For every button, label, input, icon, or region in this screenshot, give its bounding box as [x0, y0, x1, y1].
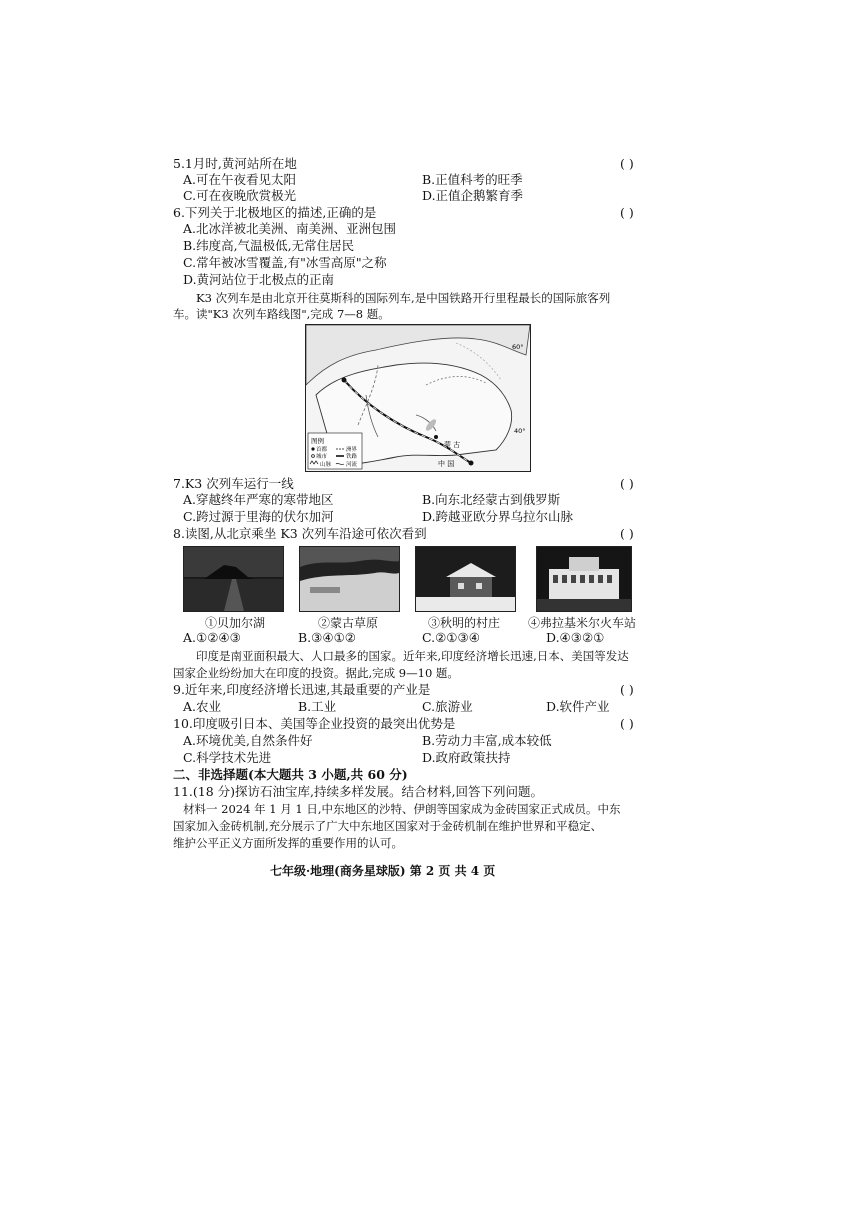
- q7-answer-paren: ( ): [620, 476, 634, 491]
- beijing-marker: [469, 461, 474, 466]
- map-lat-60: 60°: [512, 343, 524, 351]
- legend-title: 图例: [311, 437, 324, 445]
- page-footer: 七年级·地理(商务星球版) 第 2 页 共 4 页: [270, 864, 496, 878]
- q5-option-c: C.可在夜晚欣赏极光: [183, 188, 297, 203]
- photo-caption-1: ①贝加尔湖: [205, 616, 266, 630]
- moscow-marker: [342, 378, 347, 383]
- q9-option-b: B.工业: [298, 699, 337, 714]
- photo-caption-2: ②蒙古草原: [318, 616, 379, 630]
- q9-option-a: A.农业: [183, 699, 222, 714]
- q7-option-d: D.跨越亚欧分界乌拉尔山脉: [422, 509, 574, 524]
- section2-heading: 二、非选择题(本大题共 3 小题,共 60 分): [173, 767, 408, 782]
- legend-capital-label: 首都: [316, 447, 328, 453]
- q10-option-b: B.劳动力丰富,成本较低: [422, 733, 552, 748]
- q6-stem: 6.下列关于北极地区的描述,正确的是: [173, 205, 377, 220]
- q11-material1-line1: 材料一 2024 年 1 月 1 日,中东地区的沙特、伊朗等国家成为金砖国家正式成员。中东: [183, 802, 621, 816]
- legend-boundary-label: 洲界: [346, 447, 358, 453]
- q11-stem: 11.(18 分)探访石油宝库,持续多样发展。结合材料,回答下列问题。: [173, 784, 543, 799]
- k3-intro-line1: K3 次列车是由北京开往莫斯科的国际列车,是中国铁路开行里程最长的国际旅客列: [196, 291, 611, 305]
- q7-option-b: B.向东北经蒙古到俄罗斯: [422, 492, 561, 507]
- q5-answer-paren: ( ): [620, 156, 634, 171]
- map-label-mongolia: 蒙 古: [444, 441, 461, 449]
- map-label-china: 中 国: [438, 460, 455, 468]
- photo-vladimir-station: [536, 546, 632, 612]
- k3-route-map: [305, 324, 531, 472]
- india-intro-line2: 国家企业纷纷加大在印度的投资。据此,完成 9—10 题。: [173, 666, 459, 680]
- photo-mongolia-grassland: [299, 546, 400, 612]
- photo-lake-baikal: [183, 546, 284, 612]
- photo-tyumen-village: [415, 546, 516, 612]
- q9-option-d: D.软件产业: [546, 699, 610, 714]
- q6-option-c: C.常年被冰雪覆盖,有"冰雪高原"之称: [183, 255, 387, 270]
- india-intro-line1: 印度是南亚面积最大、人口最多的国家。近年来,印度经济增长迅速,日本、美国等发达: [196, 649, 629, 663]
- map-drawing: [306, 325, 530, 471]
- photo-caption-4: ④弗拉基米尔火车站: [528, 616, 637, 630]
- ulaanbaatar-marker: [434, 435, 438, 439]
- q8-option-d: D.④③②①: [546, 630, 605, 645]
- q9-option-c: C.旅游业: [422, 699, 473, 714]
- q8-stem: 8.读图,从北京乘坐 K3 次列车沿途可依次看到: [173, 526, 427, 541]
- map-lat-40: 40°: [514, 427, 526, 435]
- k3-intro-line2: 车。读"K3 次列车路线图",完成 7—8 题。: [173, 307, 390, 321]
- q7-option-a: A.穿越终年严寒的寒带地区: [183, 492, 334, 507]
- q11-material1-line2: 国家加入金砖机制,充分展示了广大中东地区国家对于金砖机制在维护世界和平稳定、: [173, 819, 603, 833]
- q7-option-c: C.跨过源于里海的伏尔加河: [183, 509, 334, 524]
- legend-mountain-label: 山脉: [320, 462, 332, 468]
- q6-option-a: A.北冰洋被北美洲、南美洲、亚洲包围: [183, 221, 397, 236]
- legend-railway-label: 铁路: [346, 454, 358, 460]
- q10-option-c: C.科学技术先进: [183, 750, 272, 765]
- q9-answer-paren: ( ): [620, 682, 634, 697]
- q8-option-c: C.②①③④: [422, 630, 480, 645]
- q10-answer-paren: ( ): [620, 716, 634, 731]
- q6-answer-paren: ( ): [620, 205, 634, 220]
- q8-option-b: B.③④①②: [298, 630, 356, 645]
- q5-option-a: A.可在午夜看见太阳: [183, 172, 297, 187]
- q6-option-d: D.黄河站位于北极点的正南: [183, 272, 335, 287]
- q7-stem: 7.K3 次列车运行一线: [173, 476, 294, 491]
- legend-capital-symbol: [311, 447, 314, 450]
- q10-option-a: A.环境优美,自然条件好: [183, 733, 313, 748]
- legend-city-label: 城市: [316, 454, 328, 460]
- q11-material1-line3: 维护公平正义方面所发挥的重要作用的认可。: [173, 836, 403, 850]
- q5-option-b: B.正值科考的旺季: [422, 172, 523, 187]
- q6-option-b: B.纬度高,气温极低,无常住居民: [183, 238, 355, 253]
- legend-river-label: 河流: [346, 462, 358, 468]
- photo-caption-3: ③秋明的村庄: [428, 616, 501, 630]
- q8-answer-paren: ( ): [620, 526, 634, 541]
- q10-stem: 10.印度吸引日本、美国等企业投资的最突出优势是: [173, 716, 456, 731]
- q5-option-d: D.正值企鹅繁育季: [422, 188, 524, 203]
- q9-stem: 9.近年来,印度经济增长迅速,其最重要的产业是: [173, 682, 431, 697]
- q10-option-d: D.政府政策扶持: [422, 750, 511, 765]
- q8-option-a: A.①②④③: [183, 630, 241, 645]
- q5-stem: 5.1月时,黄河站所在地: [173, 156, 297, 171]
